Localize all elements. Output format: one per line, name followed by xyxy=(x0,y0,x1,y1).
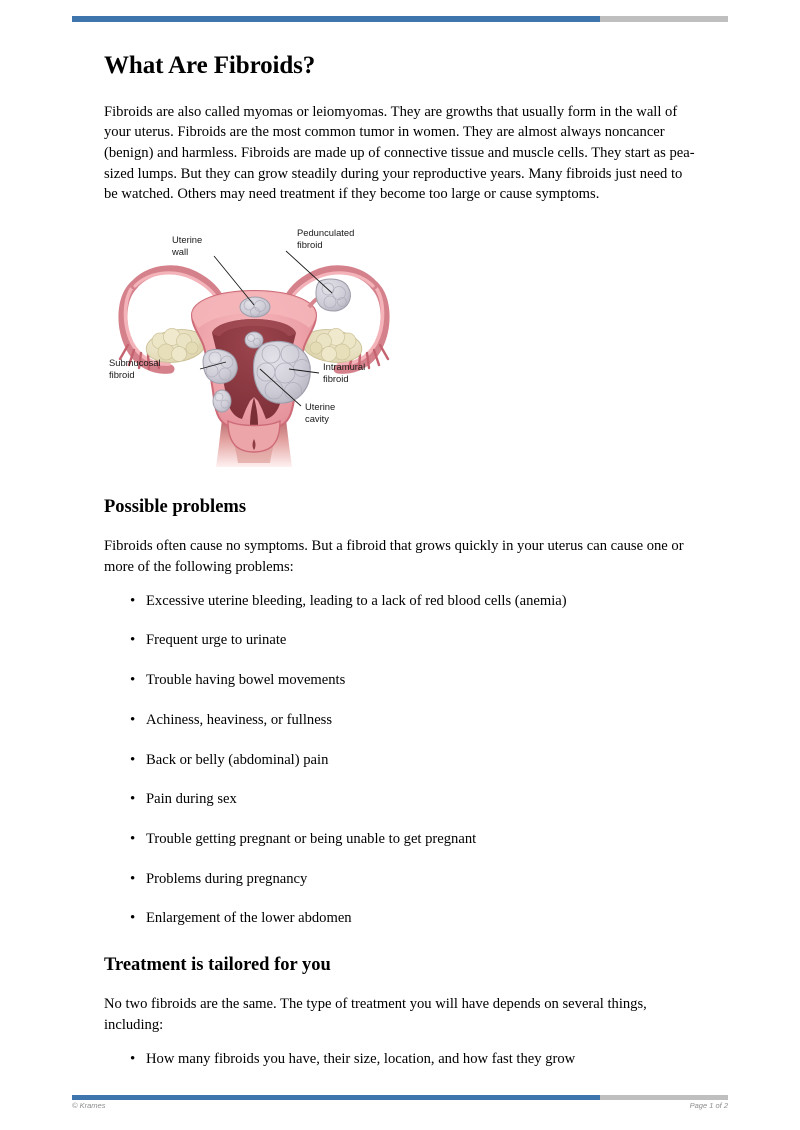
pedunculated-fibroid xyxy=(309,279,350,311)
label-uterine-wall-line1: Uterine xyxy=(172,234,203,246)
footer-rule-gray-segment xyxy=(600,1095,728,1100)
list-item: • Pain during sex xyxy=(104,790,696,810)
label-submucosal-fibroid-line2: fibroid xyxy=(109,369,135,381)
page-footer xyxy=(72,1101,728,1110)
label-intramural-fibroid-line2: fibroid xyxy=(323,373,349,385)
footer-copyright: © Krames xyxy=(72,1101,106,1110)
header-rule-gray-segment xyxy=(600,16,728,22)
footer-rule-blue-segment xyxy=(72,1095,600,1100)
label-pedunculated-fibroid-line2: fibroid xyxy=(297,239,323,251)
uterine-wall-fibroid xyxy=(240,297,270,317)
list-item: • Achiness, heaviness, or fullness xyxy=(104,711,696,731)
header-rule-blue-segment xyxy=(72,16,600,22)
section-paragraph-possible-problems: Fibroids often cause no symptoms. But a fibroid that grows quickly in your uterus can cause one or more of the following problems: xyxy=(104,538,684,576)
list-item: • Back or belly (abdominal) pain xyxy=(104,751,696,771)
list-item: • Trouble getting pregnant or being unable to get pregnant xyxy=(104,830,696,850)
label-uterine-wall-line2: wall xyxy=(172,246,189,258)
intro-paragraph: Fibroids are also called myomas or leiomyomas. They are growths that usually form in the wall of your uterus. Fibroids are the most common tumor in women. They are almost always noncancer (benign) and harmless. Fibroids are made up of connective tissue and muscle cells. They start as pea-sized lumps. But they can grow steadily during your reproductive years. Many fibroids just need to be watched. Others may need treatment if they become too large or cause symptoms. xyxy=(104,103,695,203)
section-heading-possible-problems: Possible problems xyxy=(104,497,247,518)
document-body xyxy=(104,52,696,1089)
list-item: • Trouble having bowel movements xyxy=(104,671,696,691)
header-divider-rule xyxy=(72,16,728,22)
label-intramural-fibroid-line1: Intramural xyxy=(323,361,366,373)
intramural-fibroid xyxy=(254,341,311,403)
uterus-fibroid-diagram xyxy=(104,223,404,471)
list-item: • Problems during pregnancy xyxy=(104,870,696,890)
footer-divider-rule xyxy=(72,1095,728,1100)
section-paragraph-treatment: No two fibroids are the same. The type of treatment you will have depends on several things, including: xyxy=(104,996,647,1033)
section-heading-treatment: Treatment is tailored for you xyxy=(104,954,331,975)
lower-left-fibroid-nodule xyxy=(213,390,231,412)
label-uterine-cavity-line2: cavity xyxy=(305,413,329,425)
list-item: • Enlargement of the lower abdomen xyxy=(104,909,696,929)
small-cavity-fibroid xyxy=(245,332,263,348)
possible-problems-list xyxy=(104,592,696,929)
list-item: • Frequent urge to urinate xyxy=(104,631,696,651)
treatment-list xyxy=(104,1050,696,1070)
label-pedunculated-fibroid-line1: Pedunculated xyxy=(297,227,355,239)
label-uterine-cavity-line1: Uterine xyxy=(305,401,336,413)
page-title: What Are Fibroids? xyxy=(104,52,316,79)
label-submucosal-fibroid-line1: Submucosal xyxy=(109,357,161,369)
footer-page-number: Page 1 of 2 xyxy=(689,1101,728,1110)
list-item: • Excessive uterine bleeding, leading to a lack of red blood cells (anemia) xyxy=(104,592,696,612)
list-item: • How many fibroids you have, their size, location, and how fast they grow xyxy=(104,1050,696,1070)
